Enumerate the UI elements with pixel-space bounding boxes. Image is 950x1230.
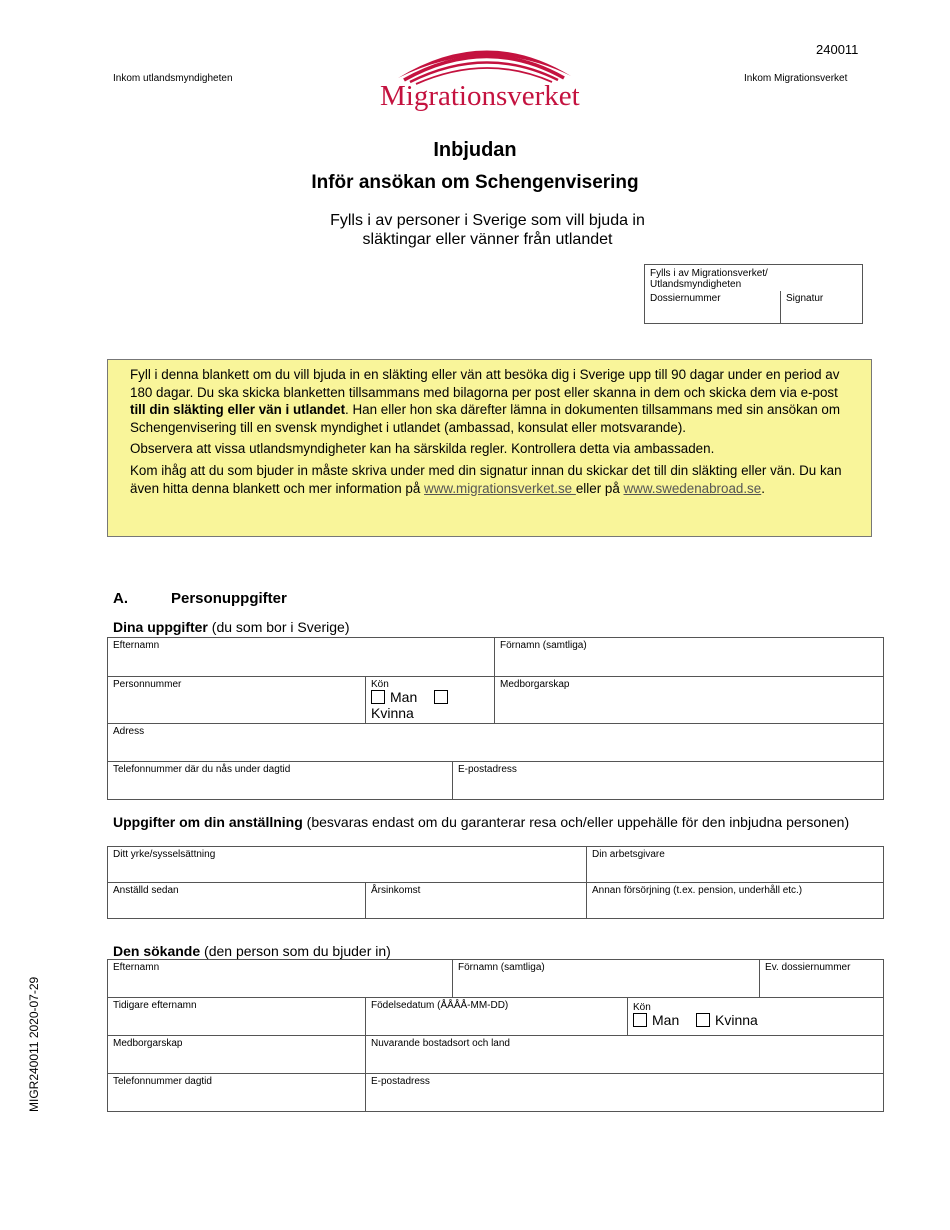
arbetsgivare-field[interactable]: Din arbetsgivare [587, 847, 884, 883]
form-code-vertical: MIGR240011 2020-07-29 [27, 976, 41, 1112]
sokande-man-checkbox[interactable] [633, 1013, 647, 1027]
fornamn-field[interactable]: Förnamn (samtliga) [495, 638, 884, 677]
office-use-box [644, 264, 863, 324]
office-use-header: Fylls i av Migrationsverket/ Utlandsmyndigheten [650, 268, 768, 290]
section-a-title: Personuppgifter [171, 590, 287, 607]
kvinna-label: Kvinna [371, 705, 414, 721]
dossiernummer-field: Dossiernummer [645, 291, 781, 324]
page-subtitle: Inför ansökan om Schengenvisering [311, 172, 639, 193]
page-title: Inbjudan [433, 139, 517, 161]
signatur-field: Signatur [786, 293, 824, 304]
arsinkomst-field[interactable]: Årsinkomst [366, 883, 587, 919]
lead-line-1: Fylls i av personer i Sverige som vill bjuda in [330, 212, 645, 229]
kon-label: Kön [371, 679, 389, 690]
sokande-fornamn-field[interactable]: Förnamn (samtliga) [453, 960, 760, 998]
section-a-letter: A. [113, 590, 128, 607]
sokande-table [107, 959, 884, 1112]
kon-field [366, 677, 495, 724]
annan-forsorjning-field[interactable]: Annan försörjning (t.ex. pension, underhåll etc.) [587, 883, 884, 919]
logo-text: Migrationsverket [380, 80, 580, 112]
sokande-medborgarskap-field[interactable]: Medborgarskap [108, 1036, 366, 1074]
medborgarskap-field[interactable]: Medborgarskap [495, 677, 884, 724]
swedenabroad-link[interactable]: www.swedenabroad.se [623, 480, 762, 496]
lead-text [0, 211, 950, 249]
dina-uppgifter-table [107, 637, 884, 800]
sokande-efternamn-field[interactable]: Efternamn [108, 960, 453, 998]
man-checkbox[interactable] [371, 690, 385, 704]
inkom-migrationsverket-label: Inkom Migrationsverket [744, 73, 848, 84]
sokande-heading: Den sökande (den person som du bjuder in) [113, 943, 391, 959]
anstallning-heading: Uppgifter om din anställning (besvaras endast om du garanterar resa och/eller uppehälle för den inbjudna personen) [113, 814, 850, 830]
personnummer-field[interactable]: Personnummer [108, 677, 366, 724]
sokande-kon-label: Kön [633, 1002, 651, 1013]
yrke-field[interactable]: Ditt yrke/sysselsättning [108, 847, 587, 883]
migrationsverket-link[interactable]: www.migrationsverket.se [424, 480, 576, 496]
instructions-box [107, 359, 872, 537]
inkom-utlandsmyndigheten-label: Inkom utlandsmyndigheten [113, 73, 233, 84]
epost-field[interactable]: E-postadress [453, 762, 884, 800]
lead-line-2: släktingar eller vänner från utlandet [362, 231, 613, 248]
sokande-telefon-field[interactable]: Telefonnummer dagtid [108, 1074, 366, 1112]
man-label: Man [390, 689, 418, 705]
sokande-kon-field [628, 998, 884, 1036]
sokande-dossier-field[interactable]: Ev. dossiernummer [760, 960, 884, 998]
sokande-kvinna-label: Kvinna [715, 1012, 758, 1028]
fodelsedatum-field[interactable]: Födelsedatum (ÅÅÅÅ-MM-DD) [366, 998, 628, 1036]
telefon-field[interactable]: Telefonnummer där du nås under dagtid [108, 762, 453, 800]
form-number: 240011 [816, 42, 859, 57]
anstalld-sedan-field[interactable]: Anställd sedan [108, 883, 366, 919]
kvinna-checkbox[interactable] [434, 690, 448, 704]
sokande-kvinna-checkbox[interactable] [696, 1013, 710, 1027]
adress-field[interactable]: Adress [108, 724, 884, 762]
instructions-paragraph-3: Kom ihåg att du som bjuder in måste skriva under med din signatur innan du skickar det till din släkting eller vän. Du kan även hitta denna blankett och mer information på www.migrationsverket.se eller på www.swedenabroad.se. [130, 462, 842, 496]
bostadsort-field[interactable]: Nuvarande bostadsort och land [366, 1036, 884, 1074]
instructions-paragraph-1: Fyll i denna blankett om du vill bjuda in en släkting eller vän att besöka dig i Sverige upp till 90 dagar under en period av 180 dagar. Du ska skicka blanketten tillsammans med bilagorna per post eller skanna in dem och skicka dem via e-post till din släkting eller vän i utlandet. Han eller hon ska därefter lämna in dokumenten tillsammans med sin ansökan om Schengenvisering till en svensk myndighet i utlandet (ambassad, konsulat eller motsvarande). [130, 367, 841, 435]
anstallning-table [107, 846, 884, 919]
tidigare-efternamn-field[interactable]: Tidigare efternamn [108, 998, 366, 1036]
efternamn-field[interactable]: Efternamn [108, 638, 495, 677]
migrationsverket-logo [376, 36, 596, 112]
dina-uppgifter-heading: Dina uppgifter (du som bor i Sverige) [113, 619, 350, 635]
instructions-paragraph-2: Observera att vissa utlandsmyndigheter kan ha särskilda regler. Kontrollera detta via ambassaden. [130, 441, 715, 457]
sokande-man-label: Man [652, 1012, 680, 1028]
sokande-epost-field[interactable]: E-postadress [366, 1074, 884, 1112]
